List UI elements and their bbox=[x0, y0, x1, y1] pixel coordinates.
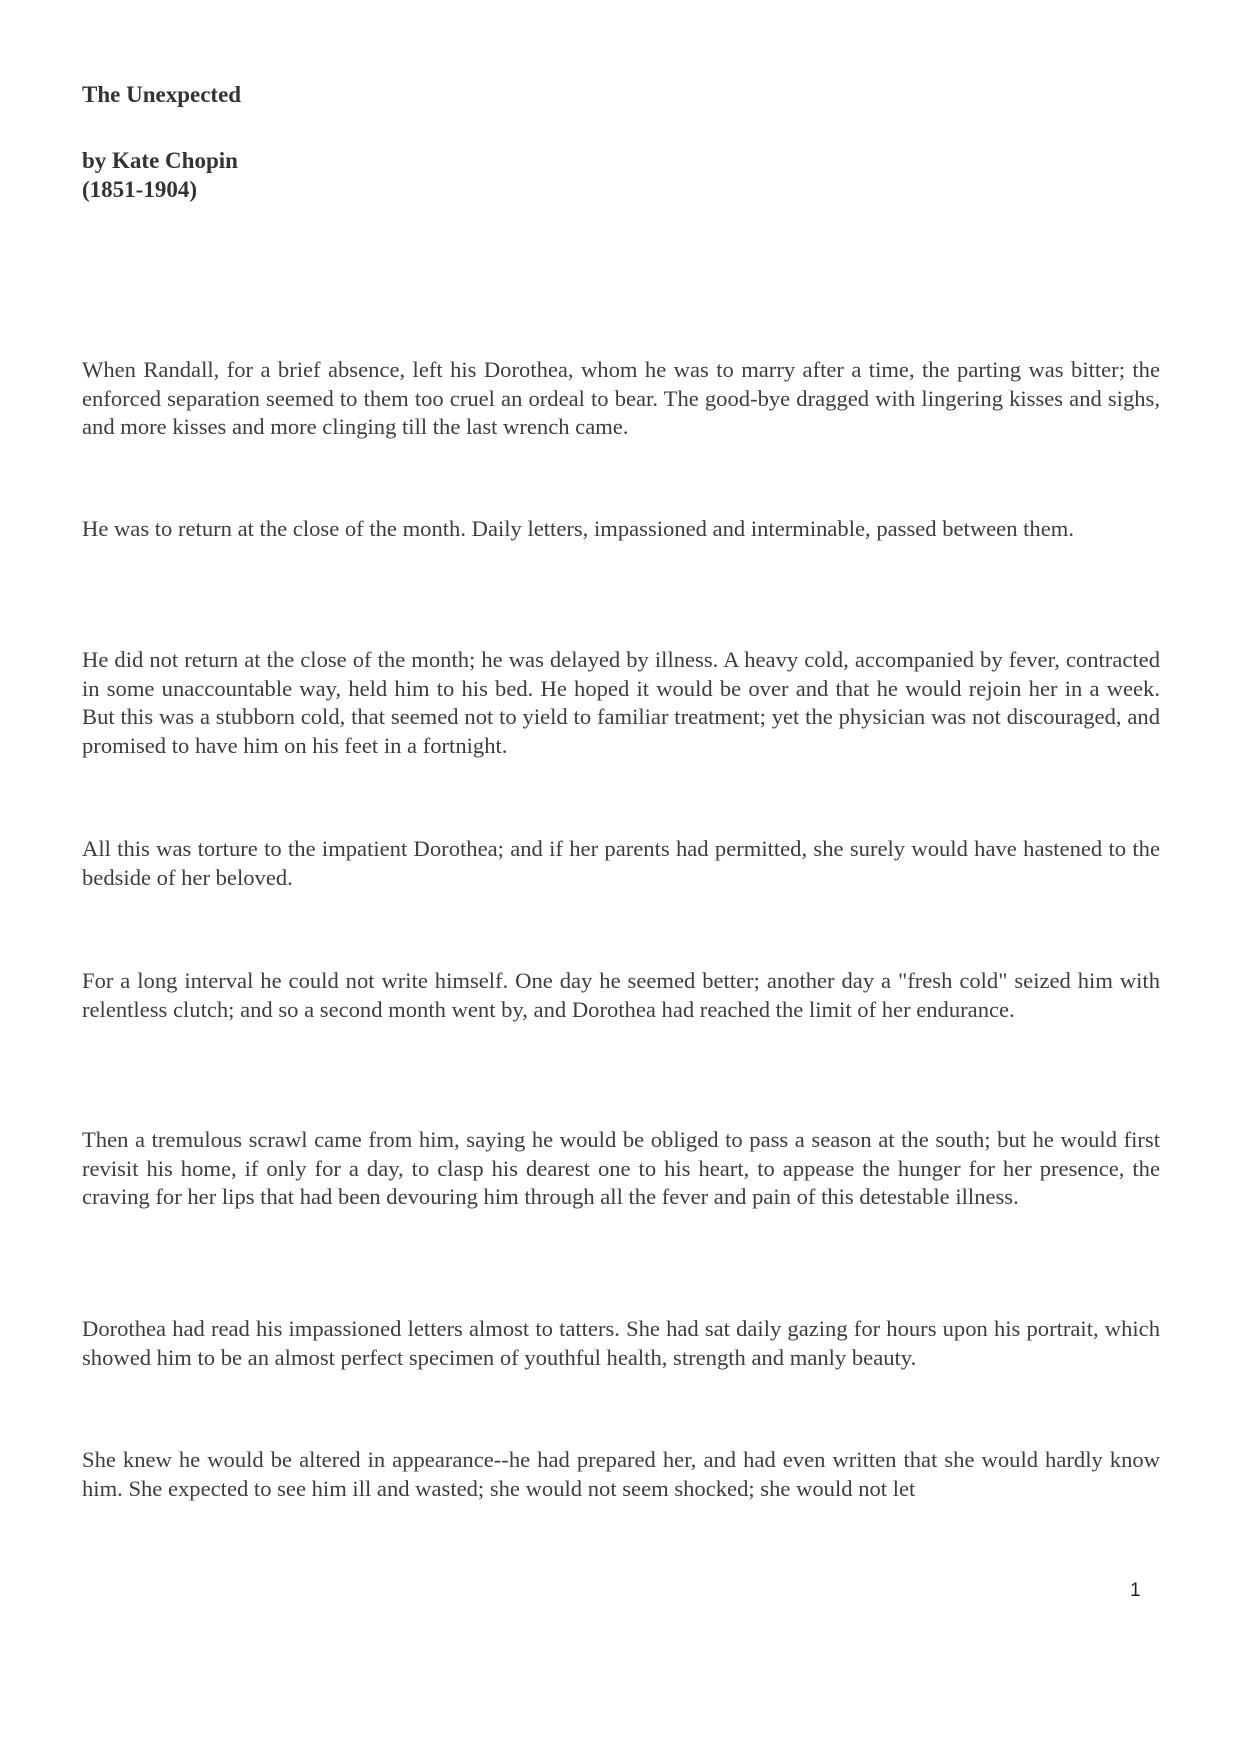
paragraph: When Randall, for a brief absence, left his Dorothea, whom he was to marry after a time, the parting was bitter; the enforced separation seemed to them too cruel an ordeal to bear. The good-bye dragged with lingering kisses and sighs, and more kisses and more clinging till the last wrench came. bbox=[82, 357, 1160, 439]
paragraph: All this was torture to the impatient Dorothea; and if her parents had permitted, she surely would have hastened to the bedside of her beloved. bbox=[82, 836, 1160, 890]
paragraph: He did not return at the close of the month; he was delayed by illness. A heavy cold, accompanied by fever, contracted in some unaccountable way, held him to his bed. He hoped it would be over and that he would rejoin her in a week. But this was a stubborn cold, that seemed not to yield to familiar treatment; yet the physician was not discouraged, and promised to have him on his feet in a fortnight. bbox=[82, 647, 1160, 758]
author-line: by Kate Chopin bbox=[82, 148, 238, 173]
author-dates: (1851-1904) bbox=[82, 177, 197, 202]
paragraph: Dorothea had read his impassioned letters almost to tatters. She had sat daily gazing for hours upon his portrait, which showed him to be an almost perfect specimen of youthful health, strength and manly beauty. bbox=[82, 1316, 1160, 1370]
document-title: The Unexpected bbox=[82, 82, 242, 107]
paragraph: She knew he would be altered in appearance--he had prepared her, and had even written that she would hardly know him. She expected to see him ill and wasted; she would not seem shocked; she would not let bbox=[82, 1447, 1160, 1501]
paragraph: For a long interval he could not write himself. One day he seemed better; another day a "fresh cold" seized him with relentless clutch; and so a second month went by, and Dorothea had reached the limit of her endurance. bbox=[82, 968, 1160, 1022]
paragraph: He was to return at the close of the month. Daily letters, impassioned and interminable, passed between them. bbox=[82, 516, 1074, 541]
paragraph: Then a tremulous scrawl came from him, saying he would be obliged to pass a season at the south; but he would first revisit his home, if only for a day, to clasp his dearest one to his heart, to appease the hunger for her presence, the craving for her lips that had been devouring him through all the fever and pain of this detestable illness. bbox=[82, 1127, 1160, 1209]
page-number: 1 bbox=[1130, 1580, 1141, 1601]
